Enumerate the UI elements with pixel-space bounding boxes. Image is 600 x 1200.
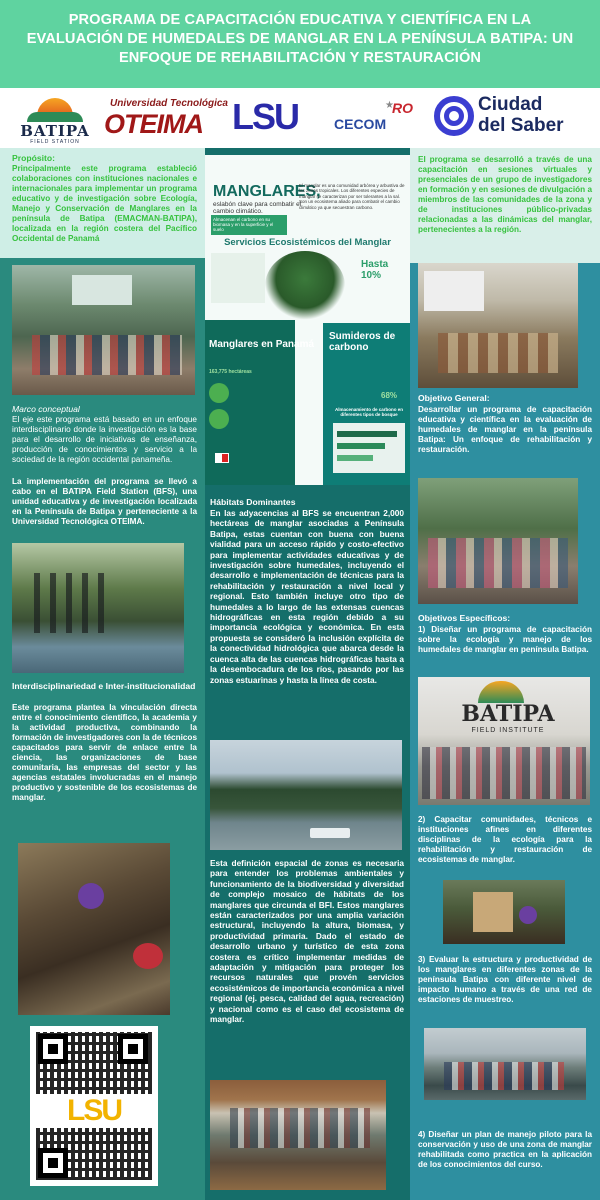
storage-bar-1 <box>337 431 397 437</box>
oteima-logo <box>104 98 228 144</box>
oteima-logo-university: Universidad Tecnológica <box>110 98 228 109</box>
proposito-title: Propósito: <box>12 153 55 163</box>
habitats-title: Hábitats Dominantes <box>210 497 296 507</box>
habitats-text: En las adyacencias al BFS se encuentran 2,000 hectáreas de manglar asociadas a Península Batipa, estas cuentan con buena con buena vialidad para un acceso rápido y costo-efectivo para implementar actividades educativas y de investigación sobre humedales, incluyendo el desarrollo e implementación de técnicas para la rehabilitación y restauración a nivel local y regional. Esto también incluye otro tipo de humedales a lo largo de las extensas cuencas hidrográficas en esta región debido a su importancia ecológica y económica. En esta propuesta se consideró la inclusión explícita de la conectividad hidrológica que abarca desde la cuenca alta de las cuencas hidrográficas hasta a la desembocadura de los ríos, pasando por las zonas estuarinas y hasta la línea de costa. <box>210 508 404 685</box>
cecom-logo-ro: RO <box>392 100 413 116</box>
workshop-banner <box>72 275 132 305</box>
infographic-stat-icon-2 <box>209 409 229 429</box>
ciudad-del-saber-line2: del Saber <box>478 115 564 136</box>
inter-text: Este programa plantea la vinculación directa entre el conocimiento científico, la academia y la actividad productiva, combinando la formación de investigadores con la de técnicos capacitados para servir de enlace entre la ciencia, las organizaciones de base comunitaria, las empresas del sector y las agencias estatales involucradas en el manejo productivo y sostenible de los ecosistemas de manglar. <box>12 703 197 802</box>
infographic-title: MANGLARES, <box>213 183 321 200</box>
hill-icon <box>27 112 83 122</box>
batipa-sign-text: BATIPA <box>461 701 555 727</box>
storage-bar-2 <box>337 443 385 449</box>
field-team-photo <box>12 543 184 673</box>
ciudad-del-saber-line1: Ciudad <box>478 94 543 115</box>
batipa-logo-subtext: FIELD STATION <box>30 139 80 145</box>
marco-title: Marco conceptual <box>12 404 80 414</box>
infographic-stat-icon-1 <box>209 383 229 403</box>
classroom-materials <box>438 333 558 373</box>
intro-text: El programa se desarrolló a través de una capacitación en sesiones virtuales y presenciales de un grupo de investigadores en formación y en sesiones de divulgación a miembros de las comunidades de la zona y de instituciones público-privadas relacionadas a las dinámicas del manglar, pertenecientes a la región. <box>418 155 592 234</box>
infographic-storage-title: Almacenamiento de carbono en diferentes tipos de bosque <box>334 407 404 417</box>
specific-objectives-title: Objetivos Específicos: <box>418 613 511 623</box>
lsu-logo: LSU <box>232 96 298 137</box>
infographic-paragraph: El manglar es una comunidad arbórea y arbustiva de las zonas tropicales. Los diferentes especies de manglar se caracterizan por ser tolerantes a la sal. Son un ecosistema aliado para combatir el cambio climático ya que secuestran carbono. <box>299 183 405 210</box>
batipa-institute-photo <box>418 677 590 805</box>
general-objective-text: Desarrollar un programa de capacitación educativa y científica en la evaluación de humedales de manglar en la península Batipa: Un enfoque de rehabilitación y restauración. <box>418 405 592 454</box>
mangrove-tree-icon <box>265 251 345 321</box>
star-icon: ★ <box>385 100 394 111</box>
infographic-services-left <box>211 253 265 303</box>
field-team-people <box>34 573 114 633</box>
group-photo-driftwood <box>210 1080 386 1190</box>
classroom-board <box>424 271 484 311</box>
field-sampling-photo <box>418 478 578 604</box>
batipa-group-people <box>422 747 586 799</box>
qr-lsu-logo: LSU <box>34 1094 154 1128</box>
workshop-photo <box>12 265 195 395</box>
objective-4: 4) Diseñar un plan de manejo piloto para la conservación y uso de una zona de manglar rehabilitada como practica en la aplicación de los conocimientos del curso. <box>418 1130 592 1169</box>
page-title: PROGRAMA DE CAPACITACIÓN EDUCATIVA Y CIENTÍFICA EN LA EVALUACIÓN DE HUMEDALES DE MANGLAR EN LA PENÍNSULA BATIPA: UN ENFOQUE DE REHABILITACIÓN Y RESTAURACIÓN <box>26 12 574 66</box>
sampling-glove <box>519 906 537 924</box>
infographic-percent: Hasta 10% <box>361 259 389 281</box>
infographic-carbon-text: Almacenan el carbono en su biomasa y en la superficie y el suelo <box>213 217 274 232</box>
proposito-text: Principalmente este programa estableció colaboraciones con instituciones nacionales e internacionales para implementar un programa educativo y de investigación sobre Ecología, Manejo y Conservación de Manglares en la península de Batipa (EMACMAN-BATIPA), localizada en la región costera del Pacífico Occidental de Panamá <box>12 164 197 243</box>
batipa-sign-subtext: FIELD INSTITUTE <box>471 727 545 734</box>
objective-3: 3) Evaluar la estructura y productividad de los manglares en diferentes zonas de la península Batipa con diferente nivel de impacto humano a través de una red de estaciones de muestreo. <box>418 955 592 1004</box>
definicion-text: Esta definición espacial de zonas es necesaria para entender los problemas ambientales y funcionamiento de la biodiversidad y diversidad de complejo mosaico de hábitats de los manglares que circunda el BFI. Estos manglares están caracterizados por una amplia variación estructural, incluyendo la altura, biomasa, y productividad primaria. Dado el estado de desarrollo urbano y turístico de esta zona costera es crítico implementar medidas de adaptación y mitigación para proteger los recursos naturales que provén servicios ecosistémicos de importancia económica a nivel regional (ej. pesca, calidad del agua, recreación) y nacional como es el caso del ecosistema de manglar. <box>210 858 404 1025</box>
glove-hand <box>78 883 104 909</box>
sample-container <box>133 943 163 969</box>
infographic-services-title: Servicios Ecosistémicos del Manglar <box>224 237 391 248</box>
panama-flag-icon <box>215 453 229 463</box>
sampling-bag-photo <box>443 880 565 944</box>
objective-1: 1) Diseñar un programa de capacitación sobre la ecología y manejo de los humedales de manglar en península Batipa. <box>418 625 592 654</box>
infographic-carbon-box <box>211 215 287 235</box>
general-objective-title: Objetivo General: <box>418 393 490 403</box>
oteima-logo-text: OTEIMA <box>104 109 203 139</box>
workshop-people <box>32 335 182 375</box>
sampling-bag <box>473 892 513 932</box>
infographic-panama-title: Manglares en Panamá <box>209 339 315 350</box>
qr-corner-top-right <box>118 1034 148 1064</box>
objective-2: 2) Capacitar comunidades, técnicos e instituciones afines en diferentes disciplinas de la ecología para la rehabilitación y restauración de ecosistemas de manglar. <box>418 815 592 864</box>
qr-corner-bottom-left <box>38 1148 68 1178</box>
boat <box>310 828 350 838</box>
mangrove-roots-photo <box>18 843 170 1015</box>
infographic-sumideros-title: Sumideros de carbono <box>329 331 396 353</box>
infographic-panama-stat: 163,775 hectáreas <box>209 369 252 375</box>
qr-corner-top-left <box>38 1034 68 1064</box>
ciudad-del-saber-logo <box>478 94 564 136</box>
infographic-subtitle: eslabón clave para combatir el cambio climático. <box>213 201 302 215</box>
storage-bar-3 <box>337 455 373 461</box>
batipa-logo-text: BATIPA <box>20 122 90 140</box>
batipa-sign-logo <box>478 681 524 703</box>
marco-text-1: El eje este programa está basado en un enfoque interdisciplinario donde la investigación es la base para el desarrollo de iniciativas de enseñanza, producción de conocimientos y servicio a la sociedad de la región occidental panameña. <box>12 415 197 464</box>
ciudad-del-saber-icon-inner <box>444 106 464 126</box>
marco-text-2: La implementación del programa se llevó a cabo en el BATIPA Field Station (BFS), una unidad educativa y de investigación localizada en la Península de Batipa y perteneciente a la Universidad Tecnológica OTEIMA. <box>12 477 197 526</box>
dock-people <box>444 1062 564 1090</box>
infographic-sumideros-percent: 68% <box>381 391 398 400</box>
mangrove-infographic <box>205 155 410 485</box>
mangrove-boat-photo <box>210 740 402 850</box>
inter-title: Interdisciplinariedad e Inter-institucionalidad <box>12 681 196 691</box>
field-sampling-people <box>428 538 568 588</box>
dock-group-photo <box>424 1028 586 1100</box>
group-people <box>230 1108 370 1148</box>
infographic-storage-chart <box>333 423 405 473</box>
cecom-logo: CECOM <box>334 116 387 132</box>
classroom-photo <box>418 263 578 388</box>
batipa-logo <box>14 96 96 146</box>
